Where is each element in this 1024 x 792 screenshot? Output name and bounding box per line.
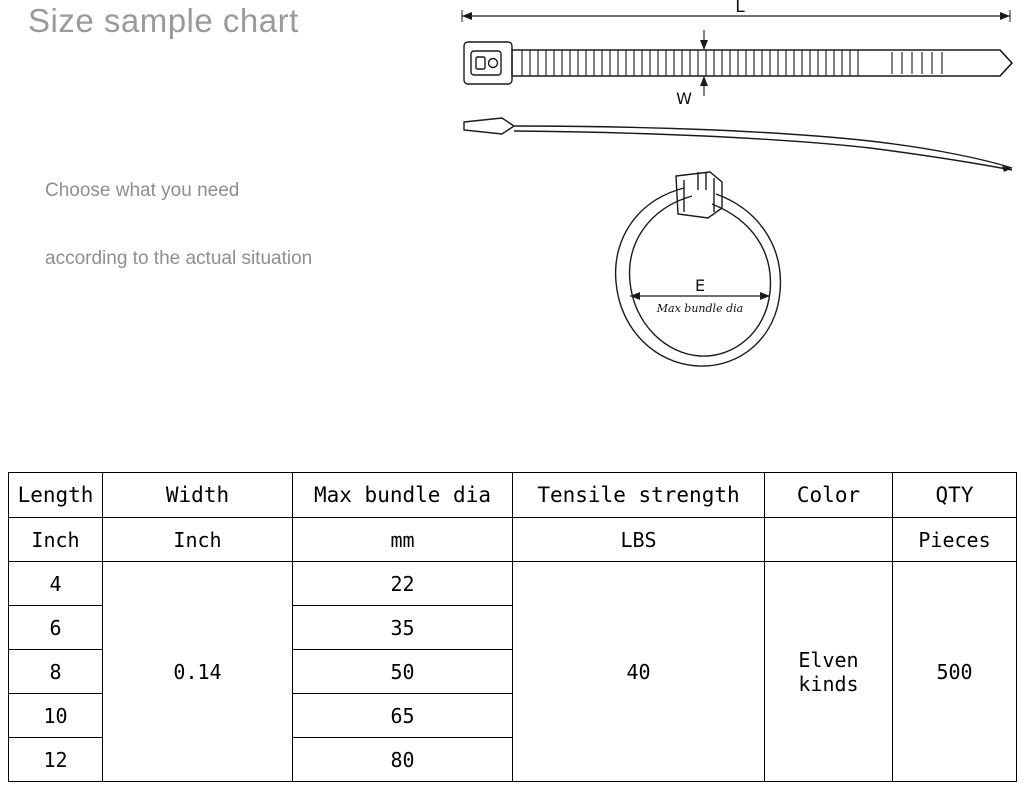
cell-dia: 80 <box>293 738 513 782</box>
page-title: Size sample chart <box>28 2 299 39</box>
unit-color <box>765 518 893 562</box>
cell-length: 8 <box>9 650 103 694</box>
cell-length: 12 <box>9 738 103 782</box>
cell-tensile-merged: 40 <box>513 562 765 782</box>
unit-width: Inch <box>103 518 293 562</box>
column-header-tensile-strength: Tensile strength <box>513 473 765 518</box>
cell-dia: 35 <box>293 606 513 650</box>
subtitle-line-2: according to the actual situation <box>45 248 313 269</box>
cell-dia: 65 <box>293 694 513 738</box>
cell-color-merged: Elven kinds <box>765 562 893 782</box>
table-row <box>9 562 1017 606</box>
unit-qty: Pieces <box>893 518 1017 562</box>
cell-qty-merged: 500 <box>893 562 1017 782</box>
diagram-label-bundle: E <box>694 276 706 295</box>
cell-dia: 22 <box>293 562 513 606</box>
subtitle-line-1: Choose what you need <box>45 180 240 201</box>
column-header-qty: QTY <box>893 473 1017 518</box>
column-header-length: Length <box>9 473 103 518</box>
cell-width-merged: 0.14 <box>103 562 293 782</box>
column-header-width: Width <box>103 473 293 518</box>
cable-tie-diagram <box>440 0 1024 400</box>
diagram-label-length: L <box>735 0 745 17</box>
unit-tensile: LBS <box>513 518 765 562</box>
table-unit-row <box>9 518 1017 562</box>
cell-length: 10 <box>9 694 103 738</box>
cell-dia: 50 <box>293 650 513 694</box>
diagram-label-bundle-caption: Max bundle dia <box>656 302 744 315</box>
cell-length: 6 <box>9 606 103 650</box>
unit-length: Inch <box>9 518 103 562</box>
diagram-label-width: W <box>676 89 692 108</box>
cell-length: 4 <box>9 562 103 606</box>
column-header-max-bundle-dia: Max bundle dia <box>293 473 513 518</box>
unit-dia: mm <box>293 518 513 562</box>
table-header-row <box>9 473 1017 518</box>
cable-tie-illustration-svg <box>440 0 1024 400</box>
size-spec-table <box>8 472 1017 782</box>
column-header-color: Color <box>765 473 893 518</box>
